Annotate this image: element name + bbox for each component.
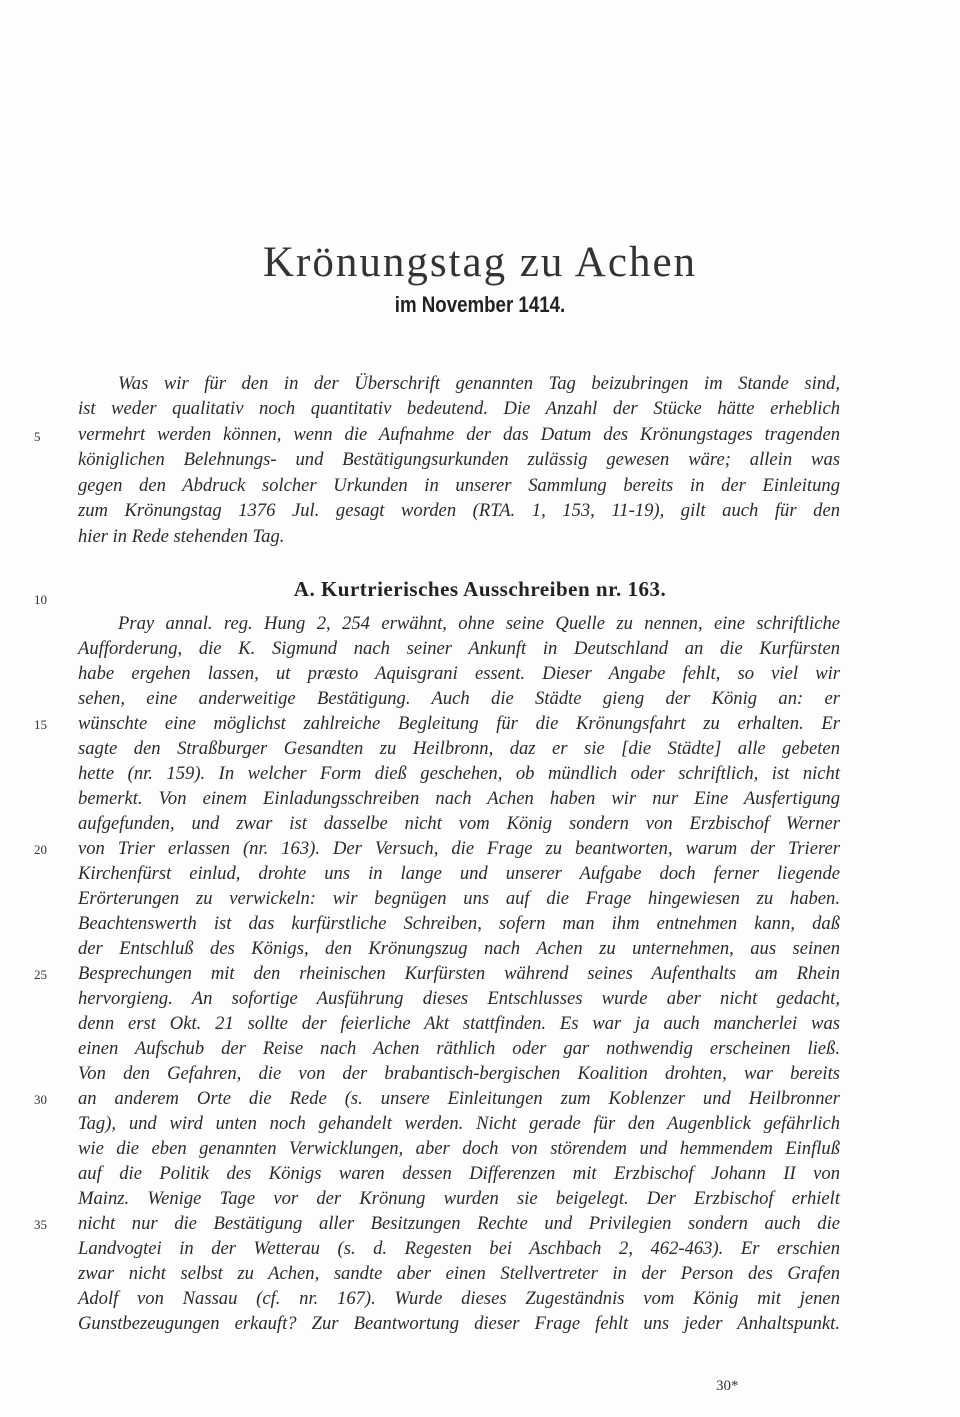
line-number: 25 <box>34 967 47 982</box>
text-line: vermehrt werden können, wenn die Aufnahme der das Datum des Krönungstages tragenden <box>78 424 840 445</box>
text-line: an anderem Orte die Rede (s. unsere Einleitungen zum Koblenzer und Heilbronner <box>78 1088 840 1109</box>
text-line: denn erst Okt. 21 sollte der feierliche Akt stattfinden. Es war ja auch mancherlei was <box>78 1013 840 1034</box>
text-line: Kirchenfürst einlud, drohte uns in lange und unserer Aufgabe doch ferner liegende <box>78 863 840 884</box>
text-line: zwar nicht selbst zu Achen, sandte aber einen Stellvertreter in der Person des Grafen <box>78 1263 840 1284</box>
line-number: 15 <box>34 717 47 732</box>
page-signature-mark: 30* <box>716 1378 739 1394</box>
line-number: 35 <box>34 1217 47 1232</box>
text-line: nicht nur die Bestätigung aller Besitzungen Rechte und Privilegien sondern auch die <box>78 1213 840 1234</box>
text-line: wie die eben genannten Verwicklungen, aber doch von störendem und hemmendem Einfluß <box>78 1138 840 1159</box>
text-line: Adolf von Nassau (cf. nr. 167). Wurde dieses Zugeständnis vom König mit jenen <box>78 1288 840 1309</box>
text-line: Tag), und wird unten noch gehandelt werden. Nicht gerade für den Augenblick gefährlich <box>78 1113 840 1134</box>
text-line: aufgefunden, und zwar ist dasselbe nicht vom König sondern von Erzbischof Werner <box>78 813 840 834</box>
text-line: habe ergehen lassen, ut præsto Aquisgrani essent. Dieser Angabe fehlt, so viel wir <box>78 663 840 684</box>
text-line: Gunstbezeugungen erkauft? Zur Beantwortung dieser Frage fehlt uns jeder Anhaltspunkt. <box>78 1313 840 1334</box>
line-number: 5 <box>34 429 41 444</box>
text-line: zum Krönungstag 1376 Jul. gesagt worden (RTA. 1, 153, 11-19), gilt auch für den <box>78 500 840 521</box>
text-line: Was wir für den in der Überschrift genannten Tag beizubringen im Stande sind, <box>118 373 840 394</box>
text-line: hervorgieng. An sofortige Ausführung dieses Entschlusses wurde aber nicht gedacht, <box>78 988 840 1009</box>
text-line: Aufforderung, die K. Sigmund nach seiner Ankunft in Deutschland an die Kurfürsten <box>78 638 840 659</box>
text-line: Pray annal. reg. Hung 2, 254 erwähnt, ohne seine Quelle zu nennen, eine schriftliche <box>118 613 840 634</box>
text-line: Erörterungen zu verwickeln: wir begnügen uns auf die Frage hingewiesen zu haben. <box>78 888 840 909</box>
text-line: sagte den Straßburger Gesandten zu Heilbronn, daz er sie [die Städte] alle gebeten <box>78 738 840 759</box>
text-line: Besprechungen mit den rheinischen Kurfürsten während seines Aufenthalts am Rhein <box>78 963 840 984</box>
text-line: gegen den Abdruck solcher Urkunden in unserer Sammlung bereits in der Einleitung <box>78 475 840 496</box>
line-number: 20 <box>34 842 47 857</box>
section-letter: A. <box>293 577 316 601</box>
text-line: bemerkt. Von einem Einladungsschreiben nach Achen haben wir nur Eine Ausfertigung <box>78 788 840 809</box>
line-number: 10 <box>34 592 47 607</box>
text-line: hette (nr. 159). In welcher Form dieß geschehen, ob mündlich oder schriftlich, ist nicht <box>78 763 840 784</box>
text-line: der Entschluß des Königs, den Krönungszug nach Achen zu unternehmen, aus seinen <box>78 938 840 959</box>
text-line: wünschte eine möglichst zahlreiche Begleitung für die Krönungsfahrt zu erhalten. Er <box>78 713 840 734</box>
section-heading-text: Kurtrierisches Ausschreiben nr. 163. <box>320 577 667 601</box>
section-heading <box>0 577 960 602</box>
text-line: Mainz. Wenige Tage vor der Krönung wurden sie beigelegt. Der Erzbischof erhielt <box>78 1188 840 1209</box>
line-number: 30 <box>34 1092 47 1107</box>
text-line: auf die Politik des Königs waren dessen Differenzen mit Erzbischof Johann II von <box>78 1163 840 1184</box>
text-line: sehen, eine anderweitige Bestätigung. Auch die Städte gieng der König an: er <box>78 688 840 709</box>
text-line: einen Aufschub der Reise nach Achen räthlich oder gar nothwendig erscheinen ließ. <box>78 1038 840 1059</box>
text-line: von Trier erlassen (nr. 163). Der Versuch, die Frage zu beantworten, warum der Trierer <box>78 838 840 859</box>
text-line: ist weder qualitativ noch quantitativ bedeutend. Die Anzahl der Stücke hätte erheblich <box>78 398 840 419</box>
text-line: königlichen Belehnungs- und Bestätigungsurkunden zulässig gewesen wäre; allein was <box>78 449 840 470</box>
text-line: Von den Gefahren, die von der brabantisch-bergischen Koalition drohten, war bereits <box>78 1063 840 1084</box>
text-line: hier in Rede stehenden Tag. <box>78 526 285 547</box>
page-subtitle: im November 1414. <box>394 292 566 317</box>
text-line: Beachtenswerth ist das kurfürstliche Schreiben, sofern man ihm entnehmen kann, daß <box>78 913 840 934</box>
text-line: Landvogtei in der Wetterau (s. d. Regesten bei Aschbach 2, 462-463). Er erschien <box>78 1238 840 1259</box>
page-title: Krönungstag zu Achen <box>262 239 698 286</box>
